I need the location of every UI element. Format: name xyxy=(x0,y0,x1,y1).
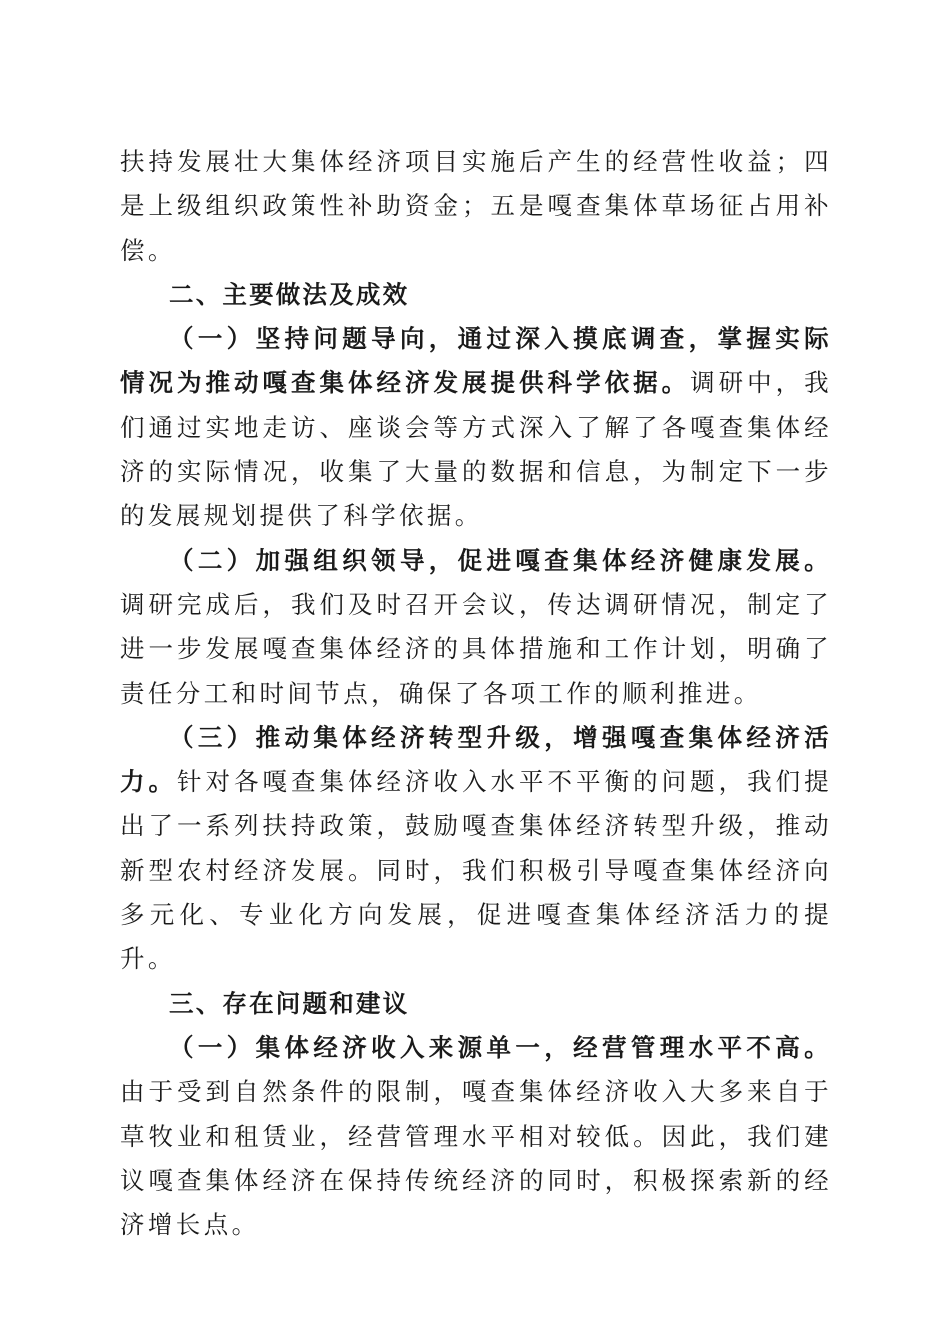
paragraph-lead: （一）坚持问题导向，通过深入摸底调查，掌握实际情况为推动嘎查集体经济发展提供科学依据。 xyxy=(120,324,832,398)
paragraph-text: 扶持发展壮大集体经济项目实施后产生的经营性收益；四是上级组织政策性补助资金；五是嘎查集体草场征占用补偿。 xyxy=(120,147,832,265)
paragraph-lead: （二）加强组织领导，促进嘎查集体经济健康发展。 xyxy=(169,545,832,575)
document-body xyxy=(120,140,832,1247)
section-heading-text: 二、主要做法及成效 xyxy=(169,279,410,309)
paragraph-text: 针对各嘎查集体经济收入水平不平衡的问题，我们提出了一系列扶持政策，鼓励嘎查集体经济转型升级，推动新型农村经济发展。同时，我们积极引导嘎查集体经济向多元化、专业化方向发展，促进嘎查集体经济活力的提升。 xyxy=(120,767,832,974)
paragraph-text: 调研完成后，我们及时召开会议，传达调研情况，制定了进一步发展嘎查集体经济的具体措施和工作计划，明确了责任分工和时间节点，确保了各项工作的顺利推进。 xyxy=(120,589,832,708)
paragraph-text: 由于受到自然条件的限制，嘎查集体经济收入大多来自于草牧业和租赁业，经营管理水平相对较低。因此，我们建议嘎查集体经济在保持传统经济的同时，积极探索新的经济增长点。 xyxy=(120,1077,832,1240)
paragraph-continuation xyxy=(120,140,832,273)
paragraph-2-3 xyxy=(120,716,832,982)
section-heading-3 xyxy=(120,982,832,1026)
paragraph-2-2 xyxy=(120,539,832,716)
section-heading-2 xyxy=(120,273,832,317)
paragraph-lead: （一）集体经济收入来源单一，经营管理水平不高。 xyxy=(169,1032,832,1062)
section-heading-text: 三、存在问题和建议 xyxy=(169,988,410,1018)
paragraph-lead: （三）推动集体经济转型升级，增强嘎查集体经济活力。 xyxy=(120,722,832,797)
paragraph-3-1 xyxy=(120,1026,832,1247)
paragraph-2-1 xyxy=(120,317,832,538)
paragraph-text: 调研中，我们通过实地走访、座谈会等方式深入了解了各嘎查集体经济的实际情况，收集了大量的数据和信息，为制定下一步的发展规划提供了科学依据。 xyxy=(120,368,833,531)
